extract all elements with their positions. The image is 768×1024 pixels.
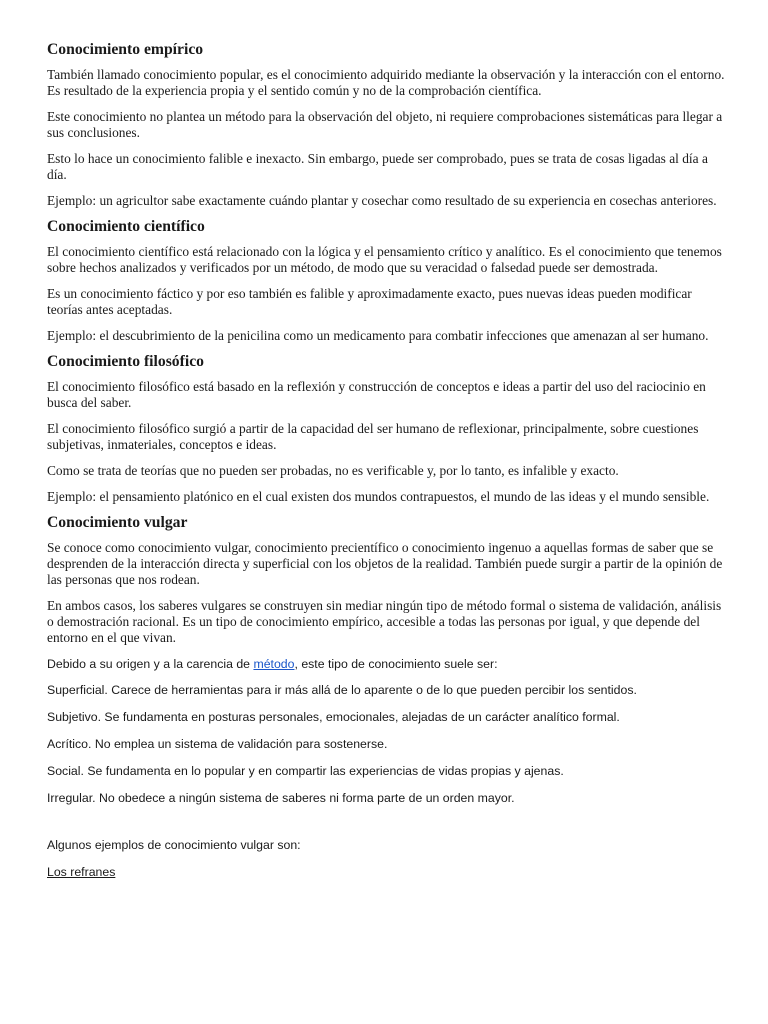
document-body	[47, 42, 727, 890]
section-heading: Conocimiento empírico	[47, 41, 204, 58]
paragraph: Esto lo hace un conocimiento falible e inexacto. Sin embargo, puede ser comprobado, pues se trata de cosas ligadas al día a día.	[47, 151, 708, 182]
traits-block	[47, 656, 727, 880]
section-heading: Conocimiento vulgar	[47, 514, 188, 531]
paragraph: El conocimiento filosófico está basado en la reflexión y construcción de conceptos e ideas a partir del uso del raciocinio en busca del saber.	[47, 379, 706, 410]
section-empirico	[47, 42, 727, 209]
metodo-link[interactable]: método	[253, 657, 295, 671]
examples-intro: Algunos ejemplos de conocimiento vulgar son:	[47, 838, 301, 852]
paragraph: El conocimiento filosófico surgió a partir de la capacidad del ser humano de reflexionar, principalmente, sobre cuestiones subjetivas, inmateriales, conceptos e ideas.	[47, 421, 699, 452]
trait-item: Acrítico. No emplea un sistema de validación para sostenerse.	[47, 737, 388, 751]
spacer	[47, 817, 727, 837]
paragraph: También llamado conocimiento popular, es el conocimiento adquirido mediante la observación y la interacción con el entorno. Es resultado de la experiencia propia y el sentido común y no de la comprobación científica.	[47, 67, 725, 98]
paragraph: Este conocimiento no plantea un método para la observación del objeto, ni requiere comprobaciones sistemáticas para llegar a sus conclusiones.	[47, 109, 723, 140]
intro-text-before: Debido a su origen y a la carencia de	[47, 657, 254, 671]
paragraph: Como se trata de teorías que no pueden ser probadas, no es verificable y, por lo tanto, es infalible y exacto.	[47, 463, 619, 478]
trait-item: Irregular. No obedece a ningún sistema de saberes ni forma parte de un orden mayor.	[47, 791, 515, 805]
trait-item: Superficial. Carece de herramientas para ir más allá de lo aparente o de lo que pueden percibir los sentidos.	[47, 683, 637, 697]
traits-intro	[47, 656, 727, 672]
section-filosofico	[47, 354, 727, 505]
section-heading: Conocimiento filosófico	[47, 353, 204, 370]
paragraph: Se conoce como conocimiento vulgar, conocimiento precientífico o conocimiento ingenuo a aquellas formas de saber que se desprenden de la interacción directa y superficial con los objetos de la realidad. También puede surgir a partir de la opinión de las personas que nos rodean.	[47, 540, 723, 587]
paragraph: El conocimiento científico está relacionado con la lógica y el pensamiento crítico y analítico. Es el conocimiento que tenemos sobre hechos analizados y verificados por un método, de modo que su veracidad o falsedad puede ser demostrada.	[47, 244, 722, 275]
trait-item: Subjetivo. Se fundamenta en posturas personales, emocionales, alejadas de un carácter analítico formal.	[47, 710, 620, 724]
trait-item: Social. Se fundamenta en lo popular y en compartir las experiencias de vidas propias y ajenas.	[47, 764, 564, 778]
section-heading: Conocimiento científico	[47, 218, 205, 235]
paragraph: En ambos casos, los saberes vulgares se construyen sin mediar ningún tipo de método formal o sistema de validación, análisis o demostración racional. Es un tipo de conocimiento empírico, accesible a todas las personas por igual, y que depende del entorno en el que vivan.	[47, 598, 722, 645]
section-vulgar	[47, 515, 727, 646]
paragraph: Es un conocimiento fáctico y por eso también es falible y aproximadamente exacto, pues nuevas ideas pueden modificar teorías antes aceptadas.	[47, 286, 692, 317]
intro-text-after: , este tipo de conocimiento suele ser:	[294, 657, 498, 671]
paragraph: Ejemplo: el descubrimiento de la penicilina como un medicamento para combatir infecciones que amenazan al ser humano.	[47, 328, 709, 343]
section-cientifico	[47, 219, 727, 344]
example-item: Los refranes	[47, 865, 116, 879]
paragraph: Ejemplo: el pensamiento platónico en el cual existen dos mundos contrapuestos, el mundo de las ideas y el mundo sensible.	[47, 489, 710, 504]
paragraph: Ejemplo: un agricultor sabe exactamente cuándo plantar y cosechar como resultado de su experiencia en cosechas anteriores.	[47, 193, 717, 208]
